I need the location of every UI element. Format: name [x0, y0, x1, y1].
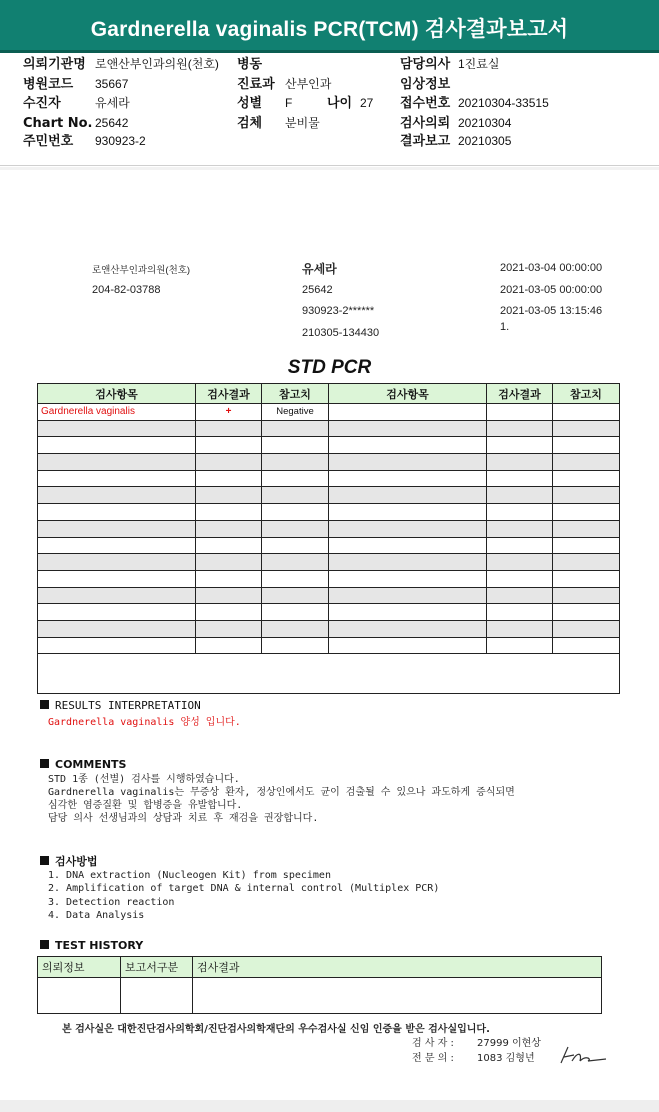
bullet-square-icon	[40, 940, 49, 949]
department: 산부인과	[285, 77, 332, 91]
table-row	[38, 470, 620, 487]
table-row	[38, 437, 620, 454]
sex: F	[285, 96, 293, 110]
col-header-result: 검사결과	[196, 384, 262, 404]
bullet-square-icon	[40, 700, 49, 709]
certification-text: 본 검사실은 대한진단검사의학회/진단검사의학재단의 우수검사실 신임 인증을 받은 검사실입니다.	[62, 1024, 490, 1035]
report-date: 20210305	[458, 134, 512, 148]
table-row	[38, 454, 620, 471]
receipt-number: 20210304-33515	[458, 96, 549, 110]
comment-line: STD 1종 (선별) 검사를 시행하였습니다.	[48, 774, 240, 785]
header-row: 의뢰기관명	[23, 57, 86, 72]
signature-icon	[558, 1043, 610, 1067]
table-row	[38, 620, 620, 637]
info-page: 1.	[500, 321, 510, 333]
comments-heading: COMMENTS	[40, 758, 126, 771]
method-line: 2. Amplification of target DNA & internal control (Multiplex PCR)	[48, 883, 440, 894]
col-header-result: 검사결과	[487, 384, 553, 404]
history-header-row	[38, 957, 602, 978]
method-line: 3. Detection reaction	[48, 897, 175, 908]
col-header-item: 검사항목	[38, 384, 196, 404]
info-business-no: 204-82-03788	[92, 284, 161, 296]
clinic-name: 로앤산부인과의원(천호)	[95, 57, 219, 71]
col-header-item: 검사항목	[329, 384, 487, 404]
bullet-square-icon	[40, 759, 49, 768]
comment-line: 심각한 염증질환 및 합병증을 유발합니다.	[48, 800, 243, 811]
table-row	[38, 520, 620, 537]
specialist-label: 전 문 의 :	[412, 1053, 454, 1064]
info-id: 930923-2******	[302, 305, 375, 317]
table-row	[38, 404, 620, 421]
age: 27	[360, 96, 374, 110]
resident-number: 930923-2	[95, 134, 146, 148]
method-line: 4. Data Analysis	[48, 910, 145, 921]
info-chart: 25642	[302, 284, 333, 296]
section-title: STD PCR	[287, 357, 372, 378]
results-header-row	[38, 384, 620, 404]
table-row	[38, 487, 620, 504]
table-row	[38, 604, 620, 621]
table-row	[38, 654, 620, 694]
info-clinic: 로앤산부인과의원(천호)	[92, 265, 191, 276]
info-date-3: 2021-03-05 13:15:46	[500, 305, 603, 317]
info-sample-no: 210305-134430	[302, 327, 380, 339]
header-shadow	[0, 167, 659, 170]
patient-name: 유세라	[95, 96, 130, 110]
col-header-request-info: 의뢰정보	[38, 957, 121, 978]
info-date-2: 2021-03-05 00:00:00	[500, 284, 603, 296]
table-row	[38, 554, 620, 571]
table-row	[38, 504, 620, 521]
info-patient: 유세라	[302, 262, 337, 276]
table-row	[38, 570, 620, 587]
interpretation-text: Gardnerella vaginalis 양성 입니다.	[48, 717, 241, 728]
method-line: 1. DNA extraction (Nucleogen Kit) from specimen	[48, 870, 331, 881]
results-table	[37, 383, 620, 694]
history-heading: TEST HISTORY	[40, 939, 143, 952]
col-header-test-result: 검사결과	[193, 957, 602, 978]
request-date: 20210304	[458, 116, 512, 130]
method-heading: 검사방법	[40, 853, 98, 869]
bullet-square-icon	[40, 856, 49, 865]
chart-number: 25642	[95, 116, 129, 130]
test-reference: Negative	[262, 404, 329, 421]
comment-line: 담당 의사 선생님과의 상담과 치료 후 재검을 권장합니다.	[48, 813, 319, 824]
info-date-1: 2021-03-04 00:00:00	[500, 262, 603, 274]
report-title-bar	[0, 0, 659, 53]
specialist-value: 1083 김형년	[477, 1053, 535, 1064]
hospital-code: 35667	[95, 77, 129, 91]
doctor: 1진료실	[458, 57, 500, 71]
tester-label: 검 사 자 :	[412, 1038, 454, 1049]
col-header-reference: 참고치	[262, 384, 329, 404]
col-header-report-type: 보고서구분	[121, 957, 193, 978]
comment-line: Gardnerella vaginalis는 무증상 환자, 정상인에서도 균이 검출될 수 있으나 과도하게 증식되면	[48, 787, 515, 798]
specimen: 분비물	[285, 116, 320, 130]
col-header-reference: 참고치	[553, 384, 620, 404]
test-item: Gardnerella vaginalis	[38, 404, 196, 421]
table-row	[38, 978, 602, 1014]
header-divider	[0, 165, 659, 166]
table-row	[38, 420, 620, 437]
report-title: Gardnerella vaginalis PCR(TCM) 검사결과보고서	[90, 18, 569, 41]
interpretation-heading: RESULTS INTERPRETATION	[40, 699, 201, 712]
bottom-bar	[0, 1100, 659, 1112]
table-row	[38, 587, 620, 604]
table-row	[38, 637, 620, 654]
history-table	[37, 956, 602, 1014]
table-row	[38, 537, 620, 554]
test-result: +	[196, 404, 262, 421]
tester-value: 27999 이현상	[477, 1038, 541, 1049]
